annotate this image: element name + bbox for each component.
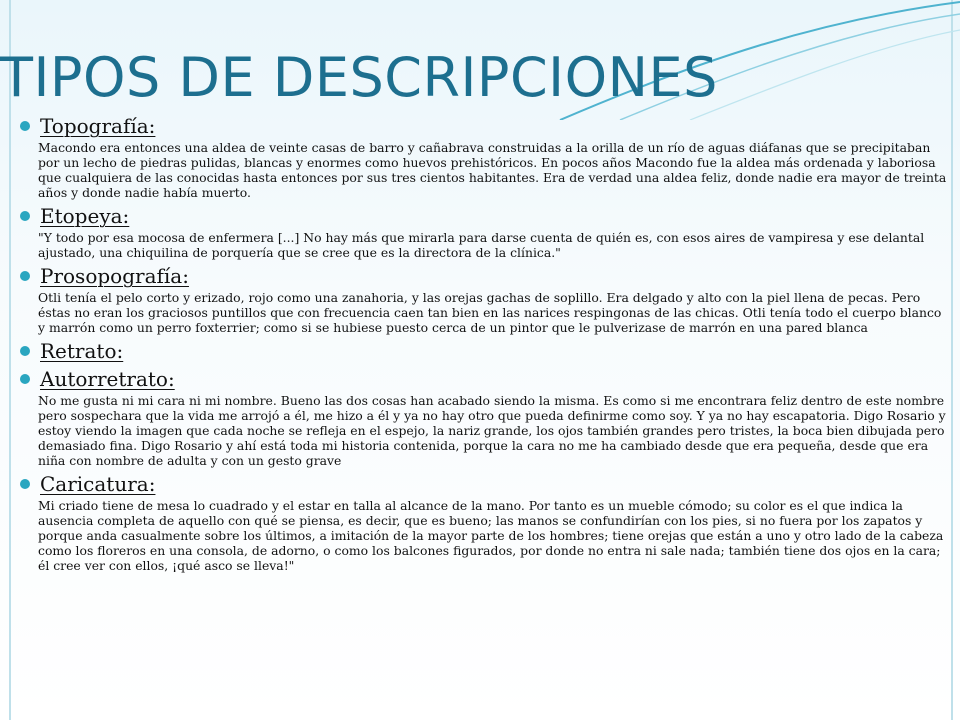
section-heading-label: Autorretrato: xyxy=(40,367,175,391)
bullet-icon xyxy=(20,374,30,384)
section-heading-label: Retrato: xyxy=(40,339,124,363)
section-heading-label: Topografía: xyxy=(40,114,156,138)
section-text-caricatura: Mi criado tiene de mesa lo cuadrado y el estar en talla al alcance de la mano. Por tanto es un mueble cómodo; su color es el que indica la ausencia completa de aquello con qué se piensa, es decir, que es bueno; las manos se confundirían con los pies, si no fuera por los zapatos y porque anda casualmente sobre los últimos, a imitación de la mayor parte de los hombres; tiene orejas que están a uno y otro lado de la cabeza como los floreros en una consola, de adorno, o como los balcones figurados, por donde no entra ni sale nada; también tiene dos ojos en la cara; él cree ver con ellos, ¡qué asco se lleva!" xyxy=(38,498,944,573)
section-heading-retrato xyxy=(20,339,950,363)
section-heading-topografia xyxy=(20,114,950,138)
section-heading-label: Prosopografía: xyxy=(40,264,189,288)
bullet-icon xyxy=(20,346,30,356)
section-heading-prosopografia xyxy=(20,264,950,288)
section-heading-label: Etopeya: xyxy=(40,204,130,228)
content-body xyxy=(20,114,950,577)
section-heading-label: Caricatura: xyxy=(40,472,156,496)
section-heading-etopeya xyxy=(20,204,950,228)
section-text-prosopografia: Otli tenía el pelo corto y erizado, rojo como una zanahoria, y las orejas gachas de soplillo. Era delgado y alto con la piel llena de pecas. Pero éstas no eran los graciosos puntillos que con frecuencia caen tan bien en las narices respingonas de las chicas. Otli tenía todo el cuerpo blanco y marrón como un perro foxterrier; como si se hubiese puesto cerca de un pintor que le pulverizase de marrón en una pared blanca xyxy=(38,290,942,335)
bullet-icon xyxy=(20,479,30,489)
section-text-autorretrato: No me gusta ni mi cara ni mi nombre. Bueno las dos cosas han acabado siendo la misma. Es como si me encontrara feliz dentro de este nombre pero sospechara que la vida me arrojó a él, me hizo a él y ya no hay otro que pueda definirme como soy. Y ya no hay escapatoria. Digo Rosario y estoy viendo la imagen que cada noche se refleja en el espejo, la nariz grande, los ojos también grandes pero tristes, la boca bien dibujada pero demasiado fina. Digo Rosario y ahí está toda mi historia contenida, porque la cara no me ha cambiado desde que era pequeña, desde que era niña con nombre de adulta y con un gesto grave xyxy=(38,393,946,468)
slide-title: TIPOS DE DESCRIPCIONES xyxy=(0,46,718,109)
bullet-icon xyxy=(20,121,30,131)
bullet-icon xyxy=(20,271,30,281)
section-heading-caricatura xyxy=(20,472,950,496)
section-heading-autorretrato xyxy=(20,367,950,391)
bullet-icon xyxy=(20,211,30,221)
section-text-etopeya: "Y todo por esa mocosa de enfermera [...] No hay más que mirarla para darse cuenta de quién es, con esos aires de vampiresa y ese delantal ajustado, una chiquilina de porquería que se cree que es la directora de la clínica." xyxy=(38,230,925,260)
section-text-topografia: Macondo era entonces una aldea de veinte casas de barro y cañabrava construidas a la orilla de un río de aguas diáfanas que se precipitaban por un lecho de piedras pulidas, blancas y enormes como huevos prehistóricos. En pocos años Macondo fue la aldea más ordenada y laboriosa que cualquiera de las conocidas hasta entonces por sus tres cientos habitantes. Era de verdad una aldea feliz, donde nadie era mayor de treinta años y donde nadie había muerto. xyxy=(38,140,947,200)
